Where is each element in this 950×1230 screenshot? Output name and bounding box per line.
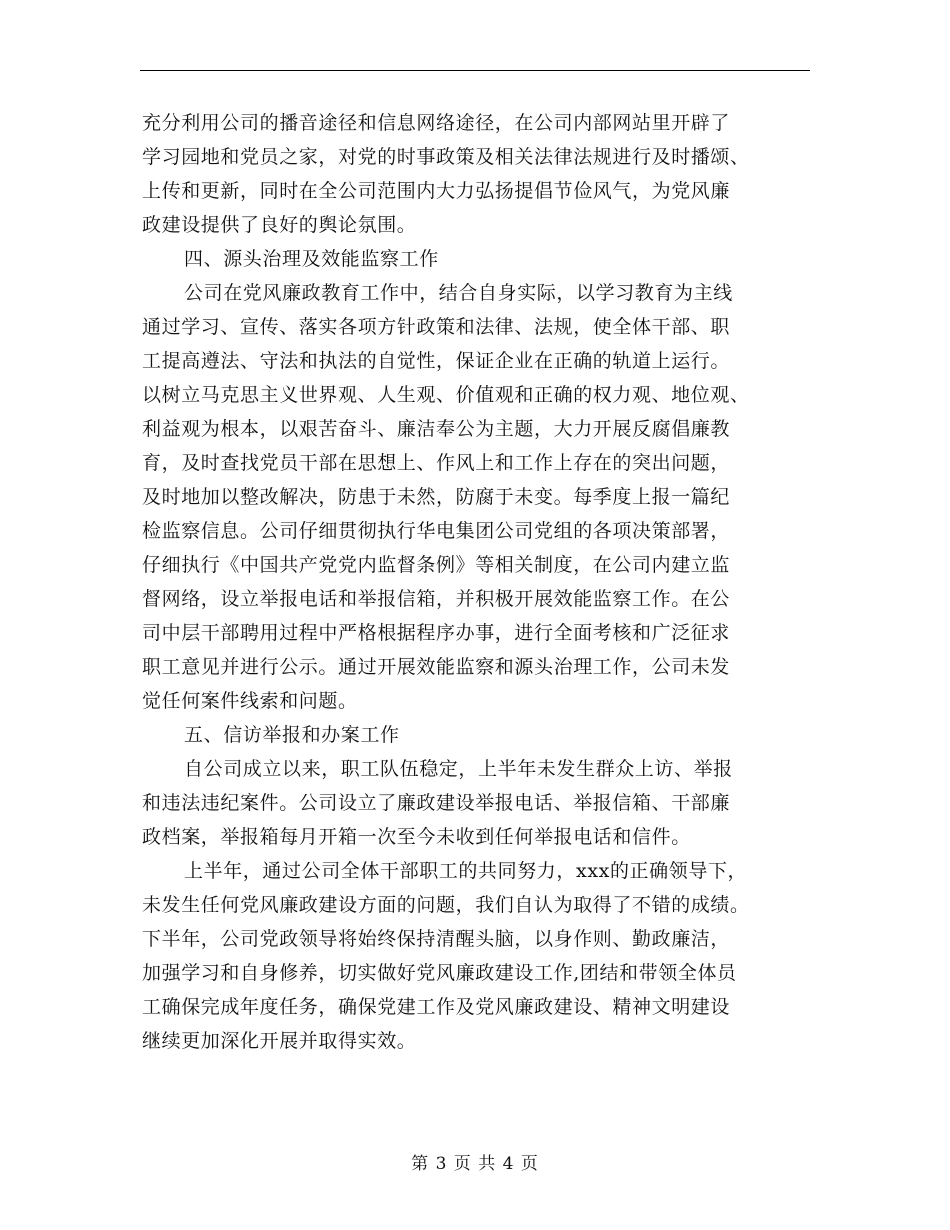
text-line: 和违法违纪案件。公司设立了廉政建设举报电话、举报信箱、干部廉 <box>142 792 731 814</box>
header-rule <box>140 70 810 71</box>
text-line: 学习园地和党员之家，对党的时事政策及相关法律法规进行及时播颂、 <box>142 146 750 168</box>
text-line: 政建设提供了良好的舆论氛围。 <box>142 214 417 236</box>
text-line: 政档案，举报箱每月开箱一次至今未收到任何举报电话和信件。 <box>142 826 691 848</box>
text-line: 及时地加以整改解决，防患于未然，防腐于未变。每季度上报一篇纪 <box>142 486 731 508</box>
text-line: 通过学习、宣传、落实各项方针政策和法律、法规，使全体干部、职 <box>142 316 731 338</box>
text-line: 利益观为根本，以艰苦奋斗、廉洁奉公为主题，大力开展反腐倡廉教 <box>142 418 731 440</box>
text-line: 检监察信息。公司仔细贯彻执行华电集团公司党组的各项决策部署， <box>142 520 731 542</box>
text-line: 职工意见并进行公示。通过开展效能监察和源头治理工作，公司未发 <box>142 656 731 678</box>
text-line: 四、源头治理及效能监察工作 <box>184 248 439 270</box>
text-line: 上半年，通过公司全体干部职工的共同努力，xxx的正确领导下， <box>184 860 748 882</box>
text-line: 督网络，设立举报电话和举报信箱，并积极开展效能监察工作。在公 <box>142 588 731 610</box>
text-line: 上传和更新，同时在全公司范围内大力弘扬提倡节俭风气，为党风廉 <box>142 180 731 202</box>
text-line: 工确保完成年度任务，确保党建工作及党风廉政建设、精神文明建设 <box>142 996 731 1018</box>
text-line: 以树立马克思主义世界观、人生观、价值观和正确的权力观、地位观、 <box>142 384 750 406</box>
page-footer: 第 3 页 共 4 页 <box>411 1154 539 1174</box>
text-line: 未发生任何党风廉政建设方面的问题，我们自认为取得了不错的成绩。 <box>142 894 750 916</box>
text-line: 司中层干部聘用过程中严格根据程序办事，进行全面考核和广泛征求 <box>142 622 731 644</box>
text-line: 继续更加深化开展并取得实效。 <box>142 1030 417 1052</box>
text-line: 加强学习和自身修养，切实做好党风廉政建设工作,团结和带领全体员 <box>142 962 737 984</box>
text-line: 充分利用公司的播音途径和信息网络途径，在公司内部网站里开辟了 <box>142 112 731 134</box>
text-line: 工提高遵法、守法和执法的自觉性，保证企业在正确的轨道上运行。 <box>142 350 731 372</box>
document-body <box>142 106 810 1058</box>
text-line: 五、信访举报和办案工作 <box>184 724 400 746</box>
text-line: 自公司成立以来，职工队伍稳定，上半年未发生群众上访、举报 <box>184 758 733 780</box>
text-line: 公司在党风廉政教育工作中，结合自身实际，以学习教育为主线 <box>184 282 733 304</box>
text-line: 觉任何案件线索和问题。 <box>142 690 358 712</box>
text-line: 下半年，公司党政领导将始终保持清醒头脑，以身作则、勤政廉洁， <box>142 928 731 950</box>
text-line: 仔细执行《中国共产党党内监督条例》等相关制度，在公司内建立监 <box>142 554 731 576</box>
text-line: 育，及时查找党员干部在思想上、作风上和工作上存在的突出问题， <box>142 452 731 474</box>
